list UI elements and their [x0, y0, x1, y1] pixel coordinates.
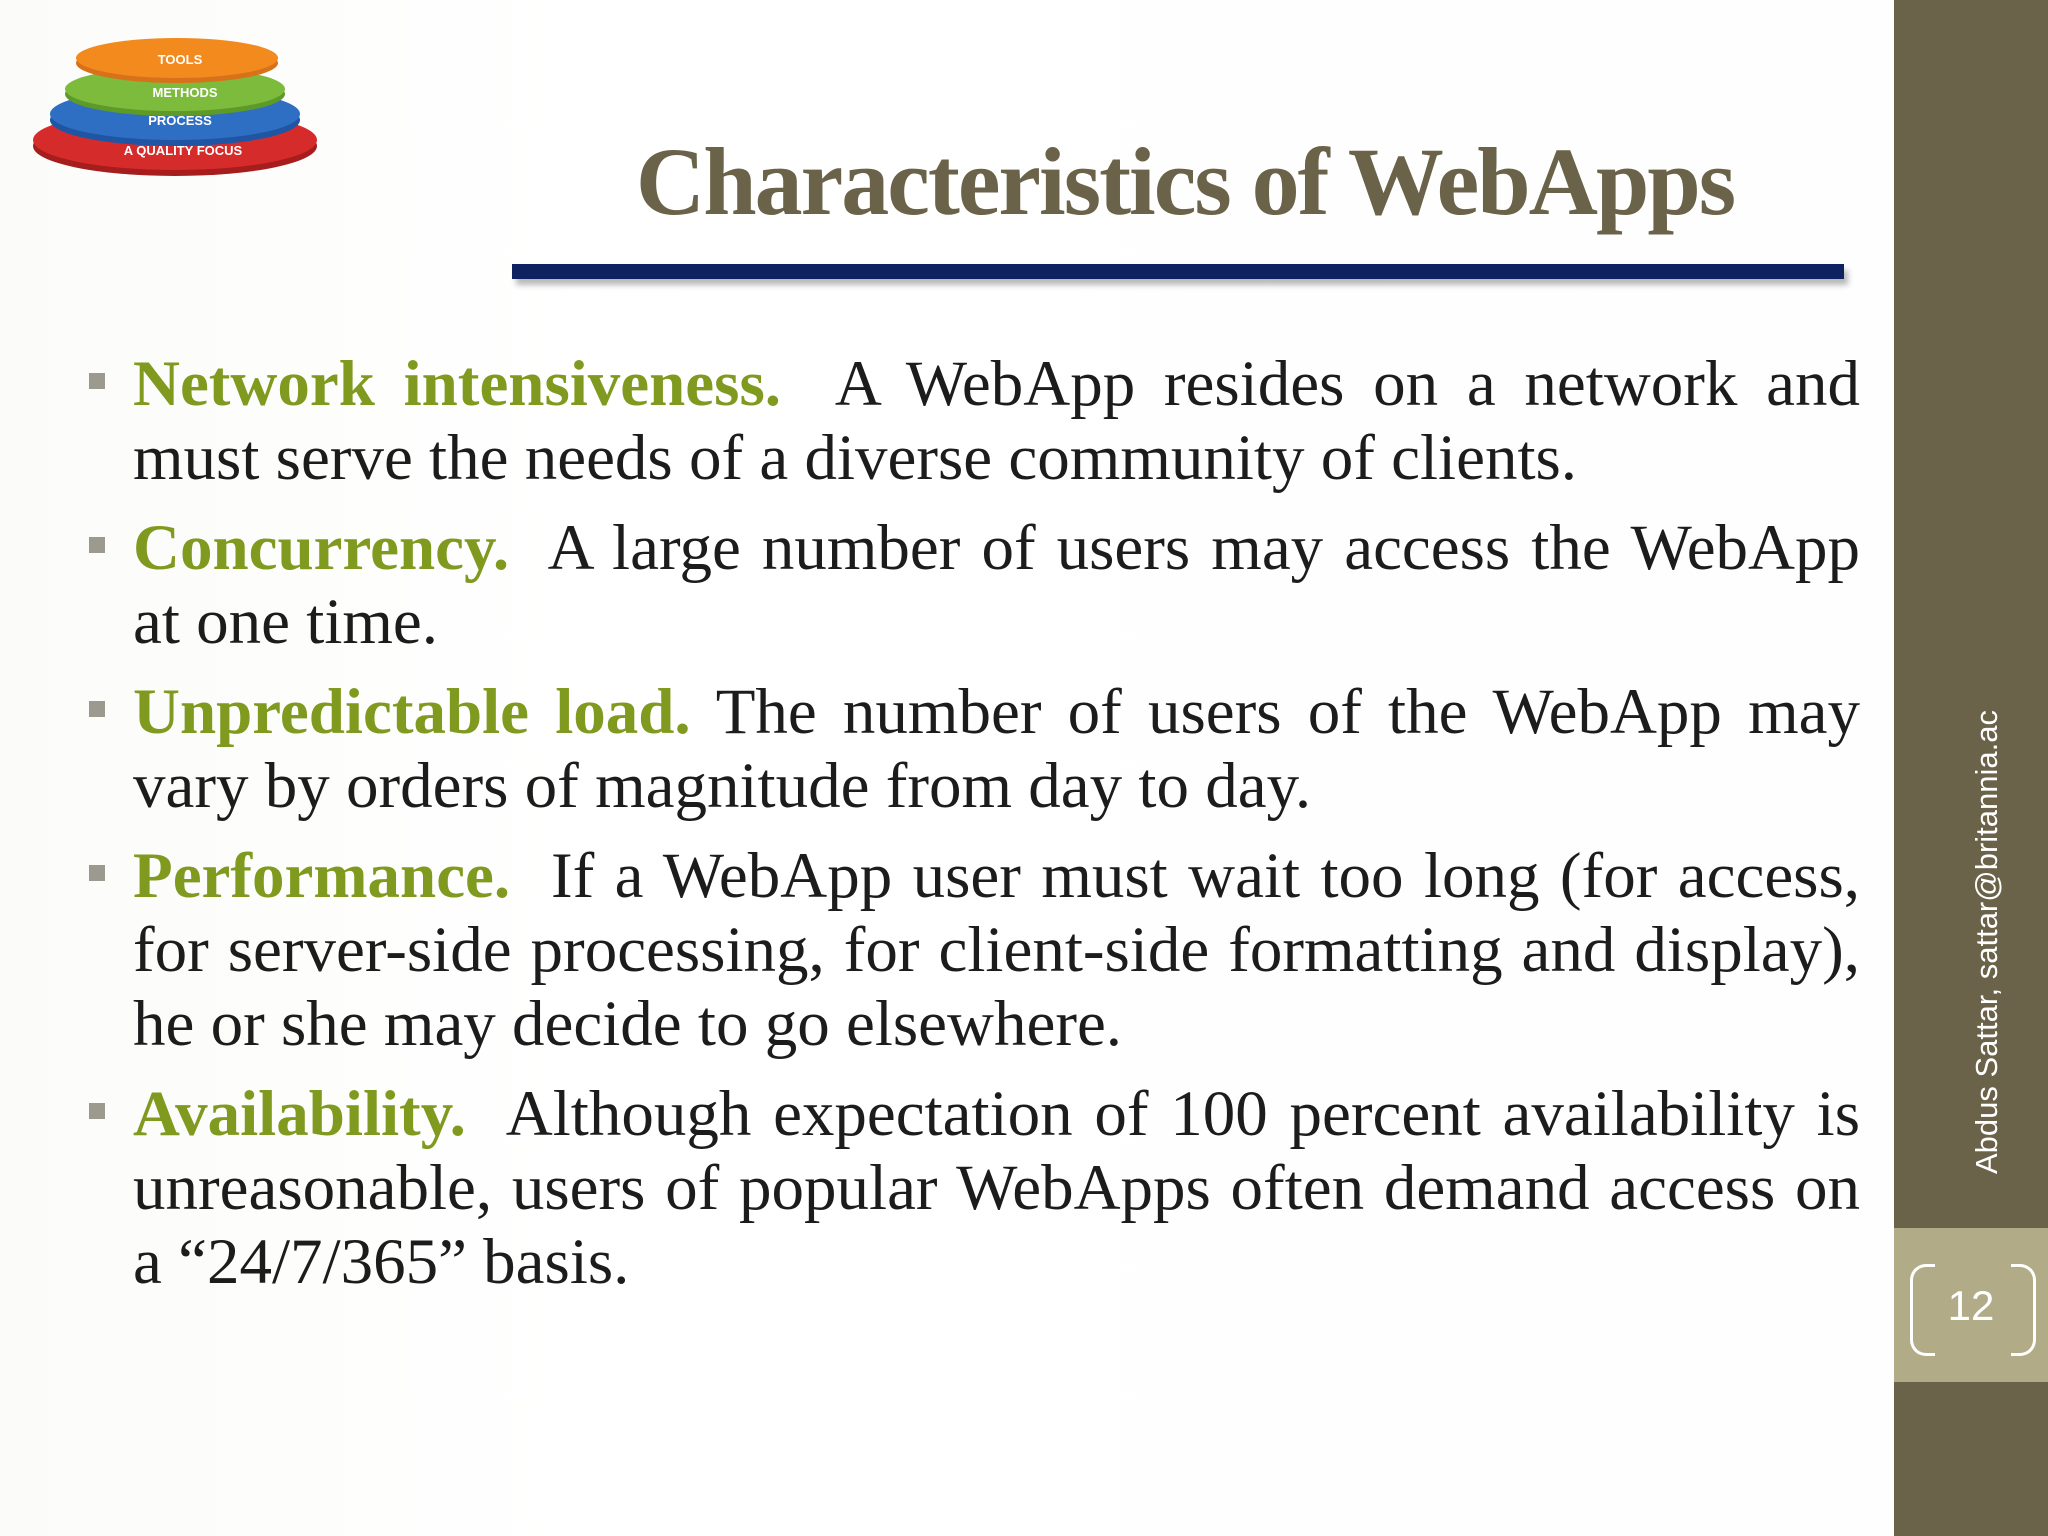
- square-bullet-icon: [89, 1103, 105, 1119]
- author-footer: Abdus Sattar, sattar@britannia.ac: [1969, 709, 2004, 1175]
- bullet-term: Unpredictable load.: [133, 676, 691, 748]
- logo-graphic: [30, 30, 330, 180]
- square-bullet-icon: [89, 865, 105, 881]
- bullet-term: Concurrency.: [133, 512, 510, 584]
- bullet-item-concurrency: [85, 511, 1860, 659]
- bullet-text: If a WebApp user must wait too long (for access, for server-side processing, for client-side formatting and display), he or she may decide to go elsewhere.: [133, 840, 1861, 1060]
- slide-title: Characteristics of WebApps: [635, 128, 1735, 235]
- right-bracket-icon: [2011, 1264, 2036, 1356]
- title-underline: [512, 264, 1844, 279]
- bullet-item-availability: [85, 1077, 1860, 1299]
- square-bullet-icon: [89, 373, 105, 389]
- bullet-text: The number of users of the WebApp may vary by orders of magnitude from day to day.: [133, 676, 1860, 822]
- logo-label-process: PROCESS: [148, 113, 212, 128]
- bullet-text: Although expectation of 100 percent availability is unreasonable, users of popular WebApps often demand access on a “24/7/365” basis.: [133, 1078, 1860, 1298]
- square-bullet-icon: [89, 537, 105, 553]
- logo-label-tools: TOOLS: [157, 52, 203, 67]
- bullet-text: A large number of users may access the WebApp at one time.: [133, 512, 1860, 658]
- logo-label-methods: METHODS: [152, 85, 218, 100]
- square-bullet-icon: [89, 701, 105, 717]
- page-number: 12: [1947, 1282, 1995, 1329]
- bullet-term: Availability.: [133, 1078, 466, 1150]
- page-number-tab: [1894, 1228, 2048, 1382]
- bullet-item-performance: [85, 839, 1860, 1061]
- bullet-term: Performance.: [133, 840, 511, 912]
- bullet-item-network-intensiveness: [85, 347, 1860, 495]
- bullet-item-unpredictable-load: [85, 675, 1860, 823]
- logo-label-quality-focus: A QUALITY FOCUS: [123, 143, 243, 158]
- bullet-term: Network intensiveness.: [133, 348, 781, 420]
- quality-layers-logo: [30, 30, 330, 180]
- bullet-list: [85, 347, 1860, 1315]
- bullet-text: A WebApp resides on a network and must serve the needs of a diverse community of clients.: [133, 348, 1860, 494]
